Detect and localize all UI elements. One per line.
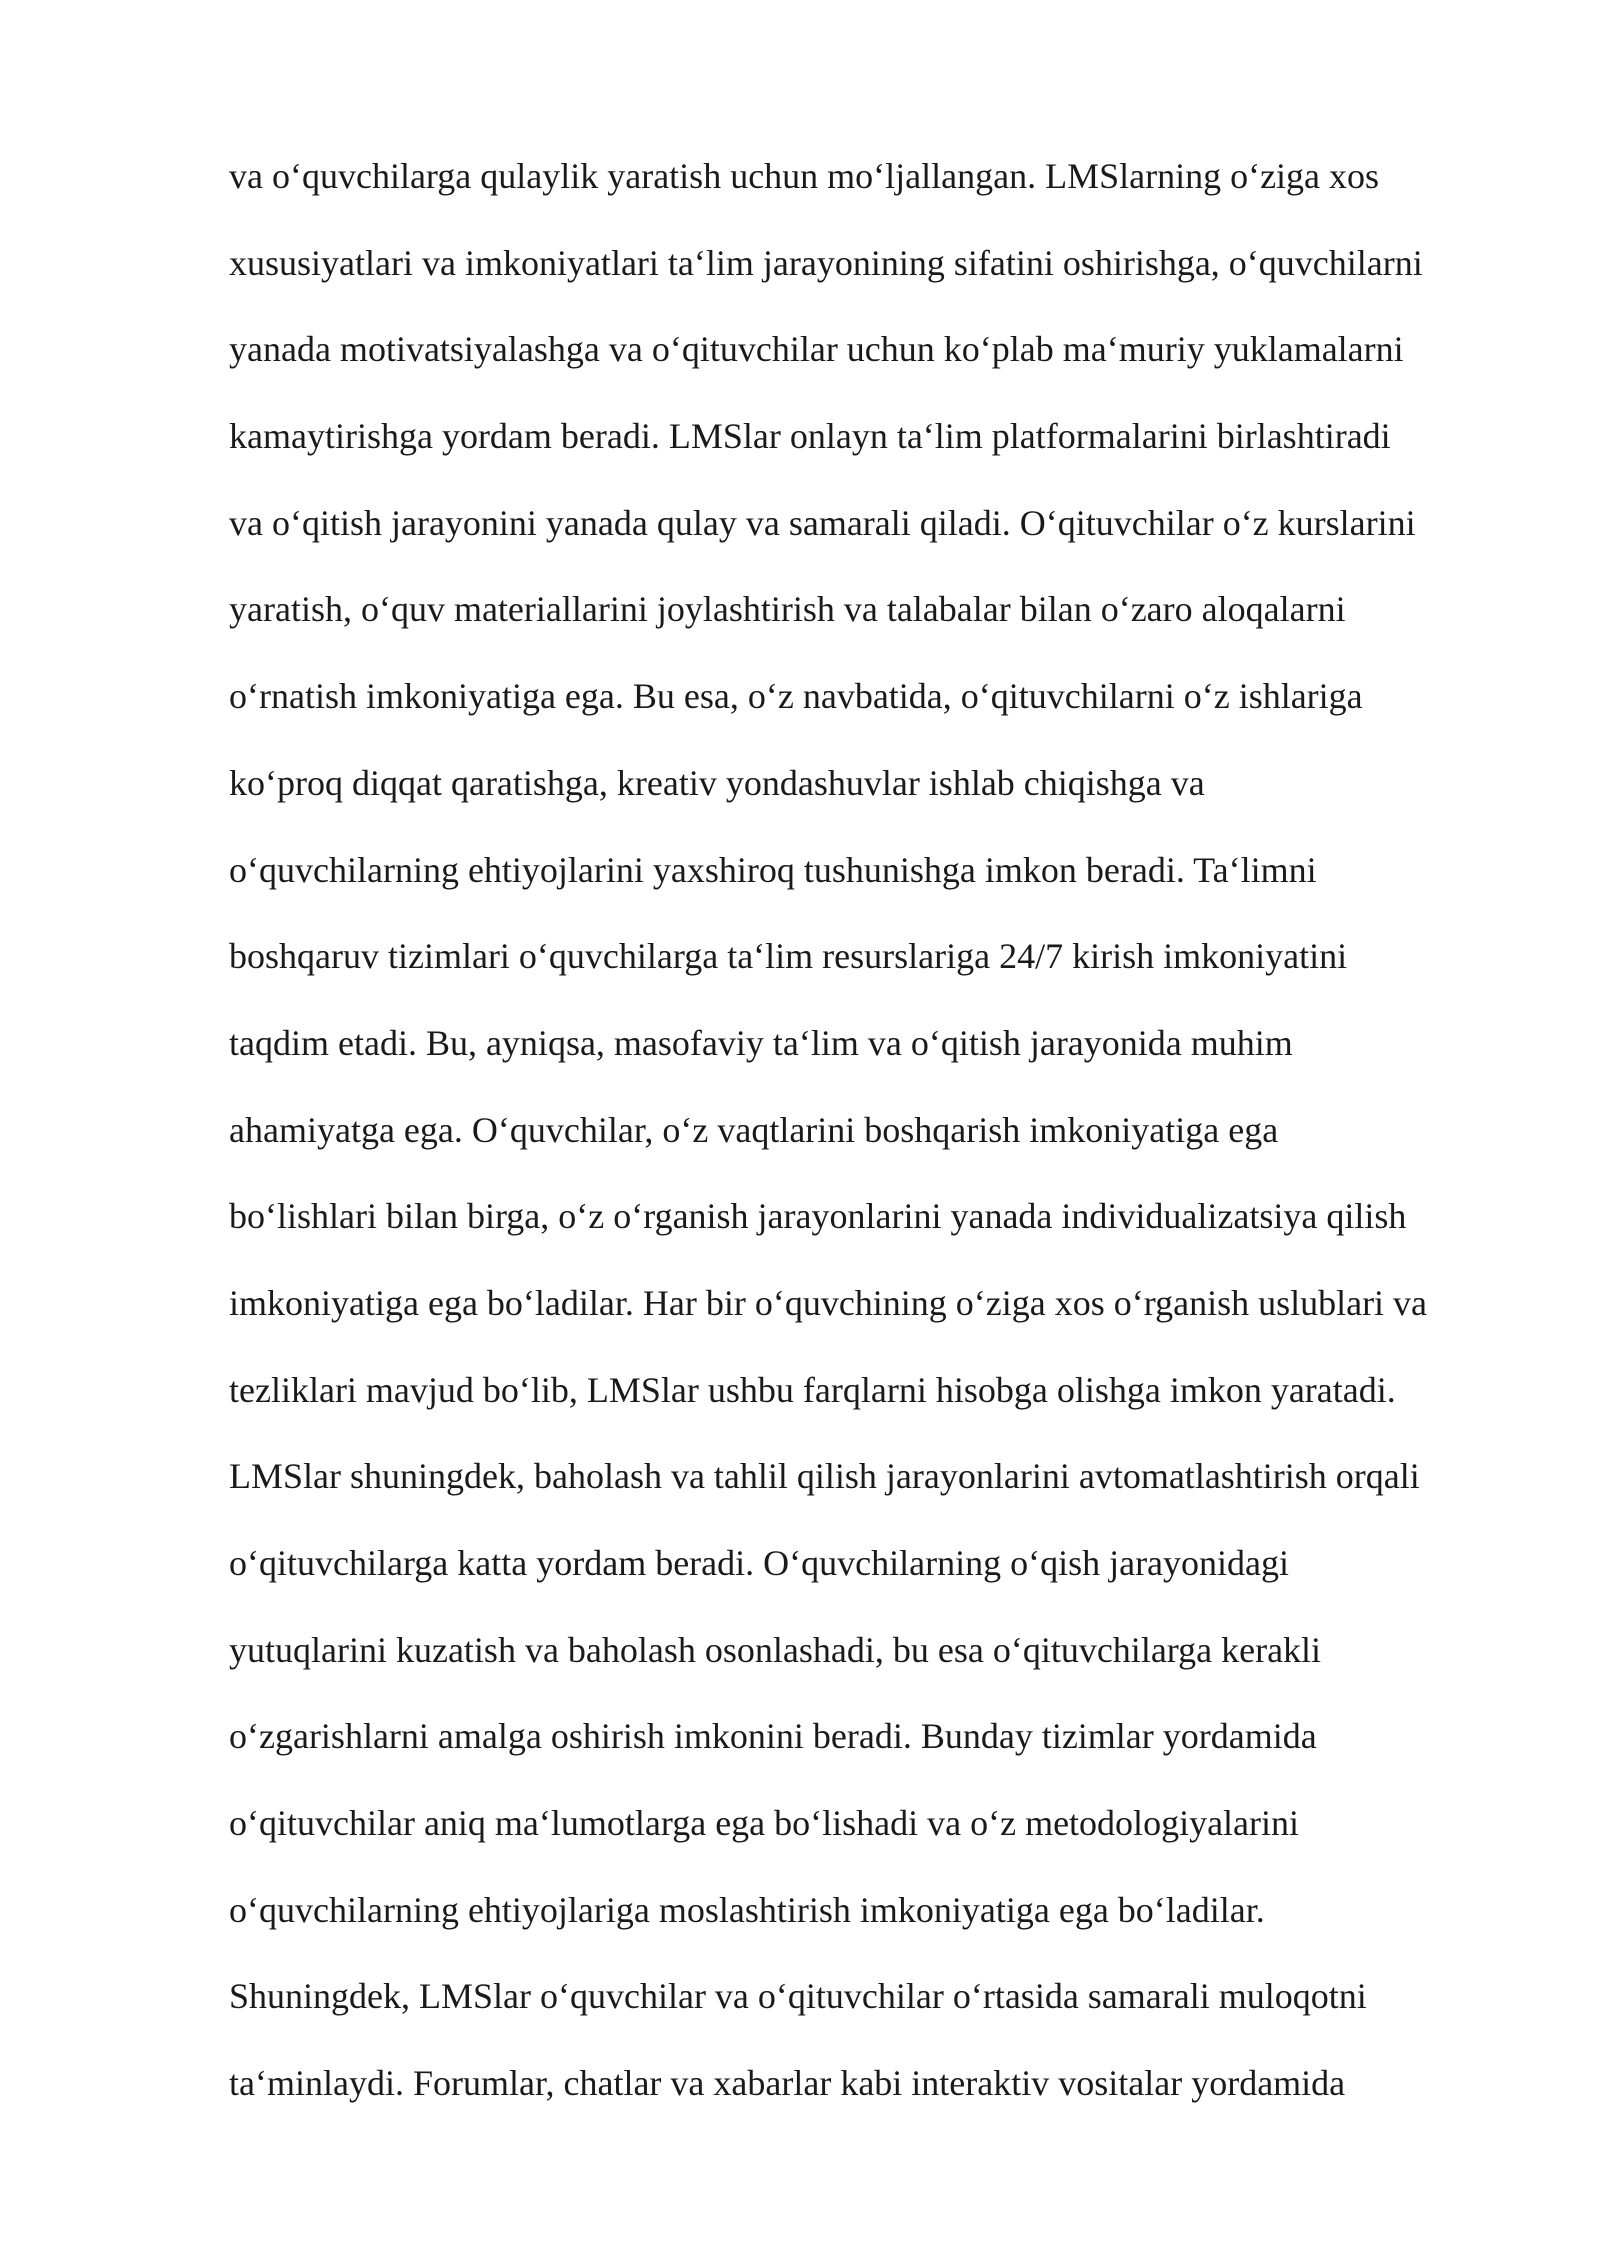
text-line: kamaytirishga yordam beradi. LMSlar onlayn taʻlim platformalarini birlashtiradi: [229, 416, 1391, 457]
text-line: va oʻquvchilarga qulaylik yaratish uchun moʻljallangan. LMSlarning oʻziga xos: [229, 156, 1380, 196]
text-line: yaratish, oʻquv materiallarini joylashtirish va talabalar bilan oʻzaro aloqalarni: [229, 589, 1346, 630]
text-line: boshqaruv tizimlari oʻquvchilarga taʻlim resurslariga 24/7 kirish imkoniyatini: [229, 936, 1348, 977]
text-line: imkoniyatiga ega boʻladilar. Har bir oʻquvchining oʻziga xos oʻrganish uslublari va: [229, 1282, 1428, 1323]
text-line: taqdim etadi. Bu, ayniqsa, masofaviy taʻlim va oʻqitish jarayonida muhim: [229, 1022, 1293, 1063]
text-line: LMSlar shuningdek, baholash va tahlil qilish jarayonlarini avtomatlashtirish orqali: [229, 1456, 1420, 1497]
text-line: oʻquvchilarning ehtiyojlarini yaxshiroq tushunishga imkon beradi. Taʻlimni: [229, 849, 1317, 890]
text-line: oʻqituvchilar aniq maʻlumotlarga ega boʻlishadi va oʻz metodologiyalarini: [229, 1803, 1300, 1844]
text-line: tezliklari mavjud boʻlib, LMSlar ushbu farqlarni hisobga olishga imkon yaratadi.: [229, 1369, 1396, 1410]
text-line: oʻquvchilarning ehtiyojlariga moslashtirish imkoniyatiga ega boʻladilar.: [229, 1889, 1265, 1930]
text-line: taʻminlaydi. Forumlar, chatlar va xabarlar kabi interaktiv vositalar yordamida: [229, 2063, 1346, 2104]
text-line: yanada motivatsiyalashga va oʻqituvchilar uchun koʻplab maʻmuriy yuklamalarni: [229, 329, 1404, 370]
text-line: xususiyatlari va imkoniyatlari taʻlim jarayonining sifatini oshirishga, oʻquvchilarni: [229, 242, 1423, 283]
text-line: Shuningdek, LMSlar oʻquvchilar va oʻqituvchilar oʻrtasida samarali muloqotni: [229, 1976, 1367, 2017]
text-line: yutuqlarini kuzatish va baholash osonlashadi, bu esa oʻqituvchilarga kerakli: [229, 1629, 1322, 1670]
text-line: oʻrnatish imkoniyatiga ega. Bu esa, oʻz navbatida, oʻqituvchilarni oʻz ishlariga: [229, 676, 1363, 717]
text-line: boʻlishlari bilan birga, oʻz oʻrganish jarayonlarini yanada individualizatsiya qilish: [229, 1196, 1407, 1237]
text-line: oʻqituvchilarga katta yordam beradi. Oʻquvchilarning oʻqish jarayonidagi: [229, 1543, 1290, 1583]
text-line: oʻzgarishlarni amalga oshirish imkonini beradi. Bunday tizimlar yordamida: [229, 1716, 1317, 1757]
text-line: koʻproq diqqat qaratishga, kreativ yondashuvlar ishlab chiqishga va: [229, 762, 1205, 803]
text-line: ahamiyatga ega. Oʻquvchilar, oʻz vaqtlarini boshqarish imkoniyatiga ega: [229, 1109, 1279, 1150]
text-line: va oʻqitish jarayonini yanada qulay va samarali qiladi. Oʻqituvchilar oʻz kurslarini: [229, 502, 1416, 543]
body-paragraph: [229, 148, 1529, 2142]
